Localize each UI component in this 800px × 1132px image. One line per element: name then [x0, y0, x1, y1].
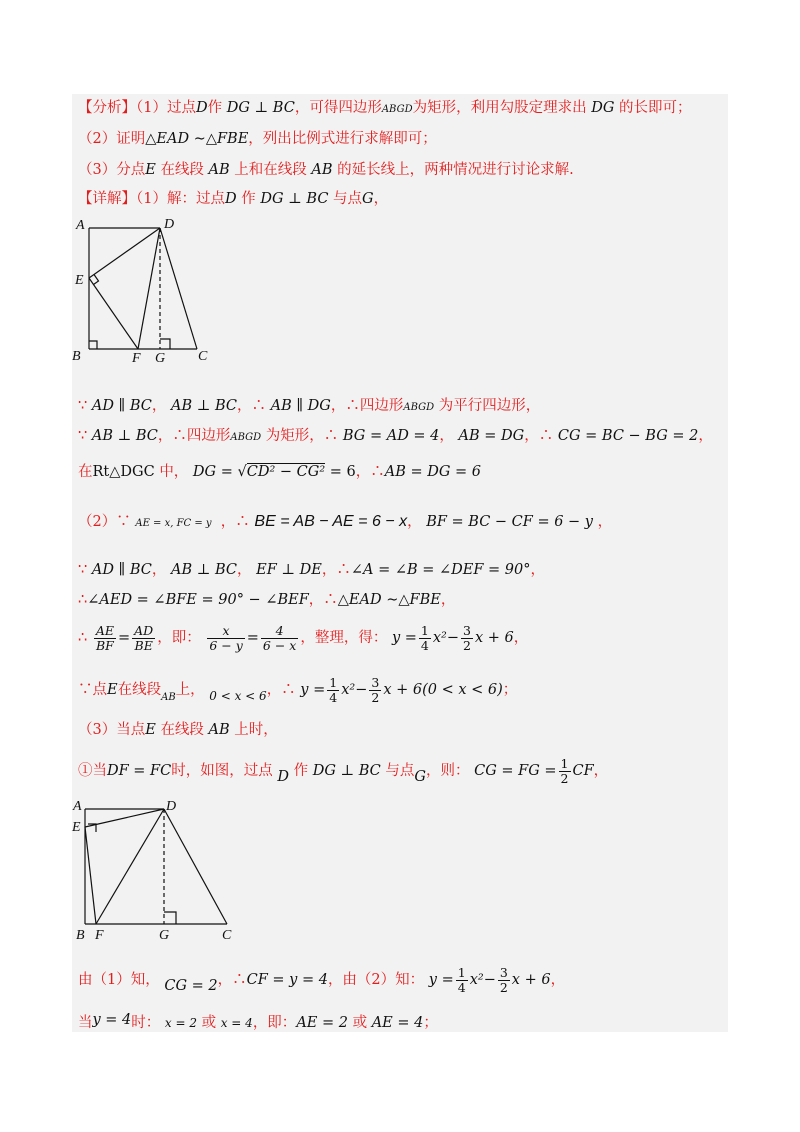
step-line-7: ∴ $\frac{AE}{BF}$ = $\frac{AD}{BE}$ ，即： $\frac{x}{6 - y}$ = $\frac{4}{6 - x}$ ，整理，得： y = $\frac{1}{4}$ x²− $\frac{3}{2}$ x + 6， [78, 622, 529, 653]
detail-tag: 【详解】 [78, 191, 136, 207]
fig2-label-G: G [159, 928, 170, 943]
fig1-label-A: A [76, 218, 85, 233]
fraction-4-6x: $\frac{4}{6 - x}$ [262, 622, 297, 653]
step-line-12: 当y = 4时： x = 2 或 x = 4，即：AE = 2 或 AE = 4； [78, 1012, 438, 1031]
analysis-line-3: （3）分点E 在线段 AB 上和在线段 AB 的延长线上，两种情况进行讨论求解. [78, 162, 574, 178]
step-line-3: 在Rt△DGC 中， DG = √CD² − CG² = 6，∴AB = DG = 6 [78, 464, 482, 480]
step-line-5: ∵ AD ∥ BC， AB ⊥ BC， EF ⊥ DE，∴∠A = ∠B = ∠DEF = 90°， [78, 562, 545, 578]
step-line-11: 由（1）知， CG = 2，∴CF = y = 4，由（2）知： y = $\frac{1}{4}$ x²− $\frac{3}{2}$ x + 6， [78, 964, 566, 995]
fig1-label-D: D [164, 217, 175, 232]
step-line-2: ∵ AB ⊥ BC，∴四边形ABGD 为矩形，∴ BG = AD = 4， AB = DG，∴ CG = BC − BG = 2， [78, 428, 713, 444]
fig1-label-F: F [132, 351, 141, 366]
fig2-label-D: D [166, 799, 177, 814]
fraction-ad-be: $\frac{AD}{BE}$ [134, 622, 154, 653]
fig2-label-C: C [222, 928, 232, 943]
analysis-line-1: 【分析】（1）过点D作 DG ⊥ BC，可得四边形ABGD为矩形，利用勾股定理求出 DG 的长即可； [78, 100, 692, 116]
geometry-figure-1 [70, 215, 220, 370]
step-line-4: （2）∵ AE = x, FC = y ，∴ BE = AB − AE = 6 − x， BF = BC − CF = 6 − y ， [78, 513, 613, 530]
fig2-label-B: B [76, 928, 85, 943]
step-line-8: ∵点E在线段$_{AB}$上， $_{0 < x < 6}$，∴ y = $\frac{1}{4}$ x²− $\frac{3}{2}$ x + 6(0 < x < 6)； [78, 674, 518, 705]
fig2-label-A: A [73, 799, 82, 814]
step-line-9: （3）当点E 在线段 AB 上时， [78, 722, 278, 738]
fig1-label-G: G [155, 351, 166, 366]
fraction-x-6y: $\frac{x}{6 - y}$ [209, 622, 243, 653]
sqrt-sign: √ [237, 464, 247, 480]
fig2-label-F: F [95, 928, 104, 943]
fig1-label-B: B [72, 349, 81, 364]
fraction-ae-bf: $\frac{AE}{BF}$ [95, 622, 114, 653]
analysis-line-2: （2）证明△EAD ∼△FBE，列出比例式进行求解即可； [78, 131, 437, 147]
step-line-1: ∵ AD ∥ BC， AB ⊥ BC，∴ AB ∥ DG，∴四边形ABGD 为平行四边形， [78, 398, 541, 414]
analysis-tag: 【分析】 [78, 100, 136, 116]
geometry-figure-2 [70, 797, 240, 945]
detail-line-1: 【详解】（1）解：过点D 作 DG ⊥ BC 与点G， [78, 191, 389, 207]
fig2-label-E: E [72, 820, 81, 835]
step-line-6: ∴∠AED = ∠BFE = 90° − ∠BEF，∴△EAD ∼△FBE， [78, 592, 456, 608]
step-line-10: ①当DF = FC时，如图，过点 D 作 DG ⊥ BC 与点G，则： CG = FG = $\frac{1}{2}$ CF， [78, 755, 609, 786]
fig1-label-C: C [198, 349, 208, 364]
fig1-label-E: E [75, 273, 84, 288]
